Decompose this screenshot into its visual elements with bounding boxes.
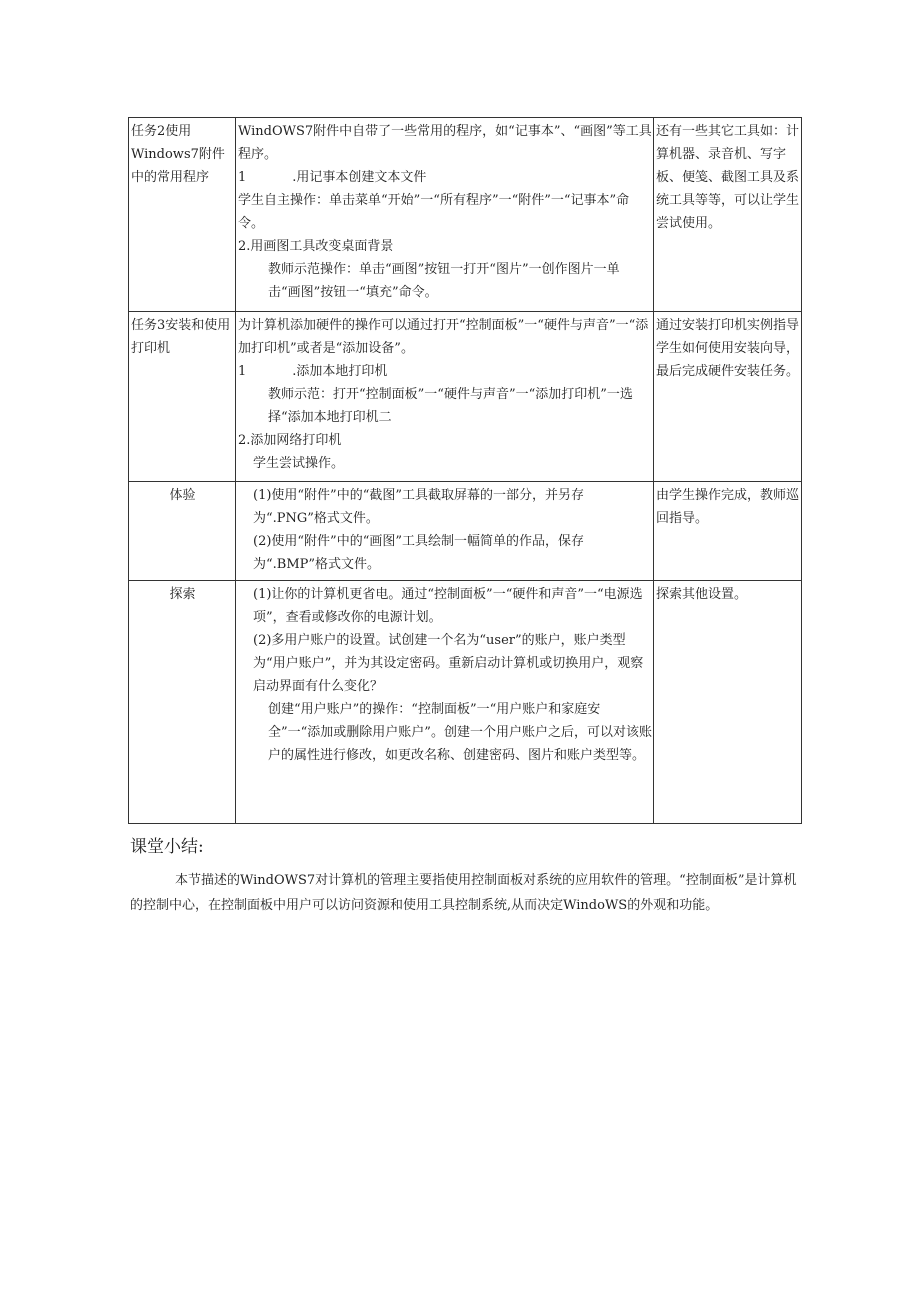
summary-heading: 课堂小结: bbox=[130, 837, 204, 857]
content-line bbox=[238, 166, 652, 189]
content-line: 学生尝试操作。 bbox=[253, 456, 345, 471]
content-line: WindOWS7附件中自带了一些常用的程序，如“记事本”、“画图”等工具程序。 bbox=[238, 124, 652, 162]
step-title: .添加本地打印机 bbox=[292, 364, 388, 379]
step-number: 1 bbox=[238, 364, 247, 379]
table-row bbox=[129, 581, 802, 824]
table-row bbox=[129, 118, 802, 312]
content-cell bbox=[236, 581, 654, 824]
task-cell: 体验 bbox=[129, 482, 236, 581]
lesson-table bbox=[128, 117, 802, 824]
content-line: (2)使用“附件”中的“画图”工具绘制一幅简单的作品，保存为“.BMP”格式文件。 bbox=[253, 534, 584, 572]
task-cell: 任务3安装和使用打印机 bbox=[129, 312, 236, 482]
content-line: (1)使用“附件”中的“截图”工具截取屏幕的一部分，并另存为“.PNG”格式文件。 bbox=[253, 488, 584, 526]
content-line: 2.用画图工具改变桌面背景 bbox=[238, 239, 394, 254]
task-cell: 探索 bbox=[129, 581, 236, 824]
content-line: 学生自主操作：单击菜单“开始”一“所有程序”一“附件”一“记事本”命令。 bbox=[238, 193, 630, 231]
content-line: (2)多用户账户的设置。试创建一个名为“user”的账户，账户类型为“用户账户”，并为其设定密码。重新启动计算机或切换用户，观察启动界面有什么变化？ bbox=[253, 633, 644, 694]
task-cell: 任务2使用Windows7附件中的常用程序 bbox=[129, 118, 236, 312]
content-line: (1)让你的计算机更省电。通过“控制面板”一“硬件和声音”一“电源选项”，查看或修改你的电源计划。 bbox=[253, 587, 643, 625]
content-line: 教师示范：打开“控制面板”一“硬件与声音”一“添加打印机”一选择“添加本地打印机二 bbox=[268, 387, 633, 425]
content-line bbox=[238, 360, 652, 383]
note-cell: 通过安装打印机实例指导学生如何使用安装向导，最后完成硬件安装任务。 bbox=[654, 312, 802, 482]
content-cell bbox=[236, 312, 654, 482]
content-line: 为计算机添加硬件的操作可以通过打开“控制面板”一“硬件与声音”一“添加打印机”或者是“添加设备”。 bbox=[238, 318, 649, 356]
content-cell bbox=[236, 482, 654, 581]
content-cell bbox=[236, 118, 654, 312]
note-cell: 由学生操作完成，教师巡回指导。 bbox=[654, 482, 802, 581]
content-line: 2.添加网络打印机 bbox=[238, 433, 342, 448]
step-title: .用记事本创建文本文件 bbox=[292, 170, 427, 185]
step-number: 1 bbox=[238, 170, 247, 185]
summary-text: 本节描述的WindOWS7对计算机的管理主要指使用控制面板对系统的应用软件的管理。“控制面板”是计算机的控制中心，在控制面板中用户可以访问资源和使用工具控制系统,从而决定WindoWS的外观和功能。 bbox=[130, 873, 797, 913]
note-cell: 还有一些其它工具如：计算机器、录音机、写字板、便笺、截图工具及系统工具等等，可以让学生尝试使用。 bbox=[654, 118, 802, 312]
content-line: 教师示范操作：单击“画图”按钮一打开“图片”一创作图片一单击“画图”按钮一“填充”命令。 bbox=[268, 262, 620, 300]
content-line: 创建“用户账户”的操作：“控制面板”一“用户账户和家庭安全”一“添加或删除用户账户”。创建一个用户账户之后，可以对该账户的属性进行修改，如更改名称、创建密码、图片和账户类型等。 bbox=[268, 702, 652, 763]
note-cell: 探索其他设置。 bbox=[654, 581, 802, 824]
table-row bbox=[129, 482, 802, 581]
table-row bbox=[129, 312, 802, 482]
